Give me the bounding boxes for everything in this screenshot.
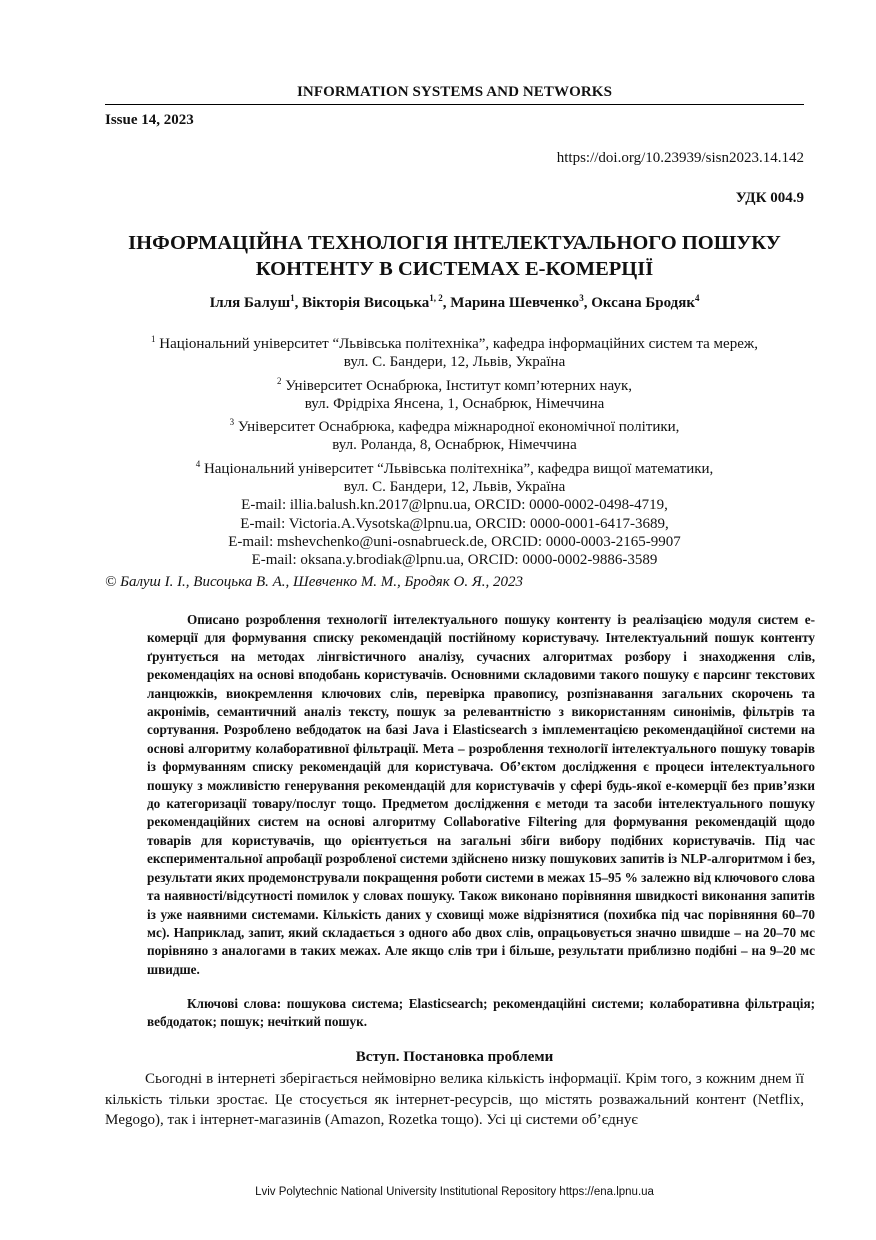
repository-footer: Lviv Polytechnic National University Institutional Repository https://ena.lpnu.ua (255, 1186, 654, 1198)
keywords-text: Ключові слова: пошукова система; Elasticsearch; рекомендаційні системи; колаборативна фільтрація; вебдодаток; пошук; нечіткий пошук. (147, 996, 815, 1030)
affiliation-mark: 3 (229, 417, 235, 428)
affiliation-text: Університет Оснабрюка, Інститут комп’ютерних наук, (285, 377, 632, 394)
header-rule (105, 104, 804, 105)
author-affiliation-mark: 1, 2 (429, 293, 443, 303)
email-line[interactable]: E-mail: Victoria.A.Vysotska@lpnu.ua, ORCID: 0000-0001-6417-3689, (240, 515, 669, 532)
journal-name: INFORMATION SYSTEMS AND NETWORKS (296, 84, 613, 100)
affiliations-block (105, 330, 804, 570)
affiliation-line (105, 330, 804, 353)
author-name: Ілля Балуш (209, 295, 291, 311)
affiliation-text: Університет Оснабрюка, кафедра міжнародної економічної політики, (237, 419, 680, 436)
affiliation-line (105, 372, 804, 395)
affiliation-text: Національний університет “Львівська політехніка”, кафедра вищої математики, (203, 460, 714, 477)
affiliation-line (105, 455, 804, 478)
issue-label: Issue 14, 2023 (105, 112, 194, 128)
affiliation-text: Національний університет “Львівська політехніка”, кафедра інформаційних систем та мереж, (159, 336, 758, 352)
email-line[interactable]: E-mail: oksana.y.brodiak@lpnu.ua, ORCID: 0000-0002-9886-3589 (251, 552, 658, 569)
affiliation-mark: 1 (151, 334, 156, 344)
section-heading: Вступ. Постановка проблеми (355, 1049, 554, 1065)
affiliation-address: вул. С. Бандери, 12, Львів, Україна (343, 479, 566, 496)
author-affiliation-mark: 1 (290, 293, 295, 303)
paper-title (105, 230, 804, 282)
affiliation-address: вул. Роланда, 8, Оснабрюк, Німеччина (332, 437, 577, 454)
author-name: Оксана Бродяк (591, 295, 696, 311)
email-line[interactable]: E-mail: illia.balush.kn.2017@lpnu.ua, ORCID: 0000-0002-0498-4719, (241, 497, 668, 514)
udk-code: УДК 004.9 (735, 190, 804, 206)
author-affiliation-mark: 4 (695, 293, 700, 303)
author-list: Ілля Балуш$^1$, Вікторія Висоцька$^{1, 2}$, Марина Шевченко$^3$, Оксана Бродяк$^4$ (209, 293, 700, 311)
affiliation-address: вул. С. Бандери, 12, Львів, Україна (343, 354, 566, 371)
affiliation-mark: 2 (276, 375, 282, 386)
author-name: Вікторія Висоцька (302, 295, 430, 311)
affiliation-mark: 4 (195, 458, 201, 469)
title-line-1: ІНФОРМАЦІЙНА ТЕХНОЛОГІЯ ІНТЕЛЕКТУАЛЬНОГО ПОШУКУ (128, 232, 781, 254)
author-name: Марина Шевченко (450, 295, 580, 311)
title-line-2: КОНТЕНТУ В СИСТЕМАХ Е-КОМЕРЦІЇ (255, 258, 654, 280)
affiliation-line (105, 413, 804, 436)
copyright-notice: © Балуш І. І., Висоцька В. А., Шевченко М. М., Бродяк О. Я., 2023 (105, 574, 523, 590)
affiliation-address: вул. Фрідріха Янсена, 1, Оснабрюк, Німеччина (304, 395, 605, 412)
intro-paragraph: Сьогодні в інтернеті зберігається неймовірно велика кількість інформації. Крім того, з кожним днем її кількість тільки зростає. Це стосується як інтернет-ресурсів, що містять розважальний контент (Netflix, Megogo), так і інтернет-магазинів (Amazon, Rozetka тощо). Усі ці системи об’єднує (105, 1071, 804, 1128)
email-line[interactable]: E-mail: mshevchenko@uni-osnabrueck.de, ORCID: 0000-0003-2165-9907 (228, 533, 681, 550)
doi-link[interactable]: https://doi.org/10.23939/sisn2023.14.142 (556, 150, 804, 166)
abstract-text: Описано розроблення технології інтелектуального пошуку контенту із реалізацією модуля систем е-комерції для формування списку рекомендацій постійному користувачу. Інтелектуальний пошук контенту ґрунтується на методах лінгвістичного аналізу, сучасних алгоритмах розбору і знаходження слів, рекомендаціях на основі вподобань користувачів. Основними складовими такого пошуку є парсинг текстових ланцюжків, виокремлення ключових слів, перевірка правопису, розпізнавання загальних скорочень та акронімів, семантичний аналіз тексту, пошук за релевантністю з використанням синонімів, фільтрів та сортування. Розроблено вебдодаток на базі Java і Elasticsearch з імплементацією рекомендаційної системи на основі алгоритму колаборативної фільтрації. Мета – розроблення технології інтелектуального пошуку товарів із формуванням списку рекомендацій для користувача. Об’єктом дослідження є процеси інтелектуального пошуку з можливістю генерування рекомендацій для користувачів у сфері будь-якої е-комерції без прив’язки до категоризації товару/послуг тощо. Предметом дослідження є методи та засоби інтелектуального пошуку рекомендаційних систем на основі алгоритму Collaborative Filtering для формування рекомендацій щодо товарів для користувачів, що орієнтується на загальні збіги вибору подібних користувачів. Під час експериментальної апробації розробленої системи здійснено низку пошукових запитів із NLP-алгоритмом і без, результати яких продемонстрували покращення роботи системи в межах 15–95 % залежно від ключового слова та наявності/відсутності помилок у словах пошуку. Також виконано порівняння швидкості виконання запитів із уже наявними системами. Кількість даних у сховищі може відрізнятися (похибка під час порівняння 60–70 мс). Наприклад, запит, який складається з одного або двох слів, опрацьовується значно швидше – на 20–70 мс порівняно з аналогами в таких межах. Але якщо слів три і більше, результати приблизно подібні – на 9–20 мс швидше. (147, 612, 815, 977)
author-affiliation-mark: 3 (579, 293, 584, 303)
